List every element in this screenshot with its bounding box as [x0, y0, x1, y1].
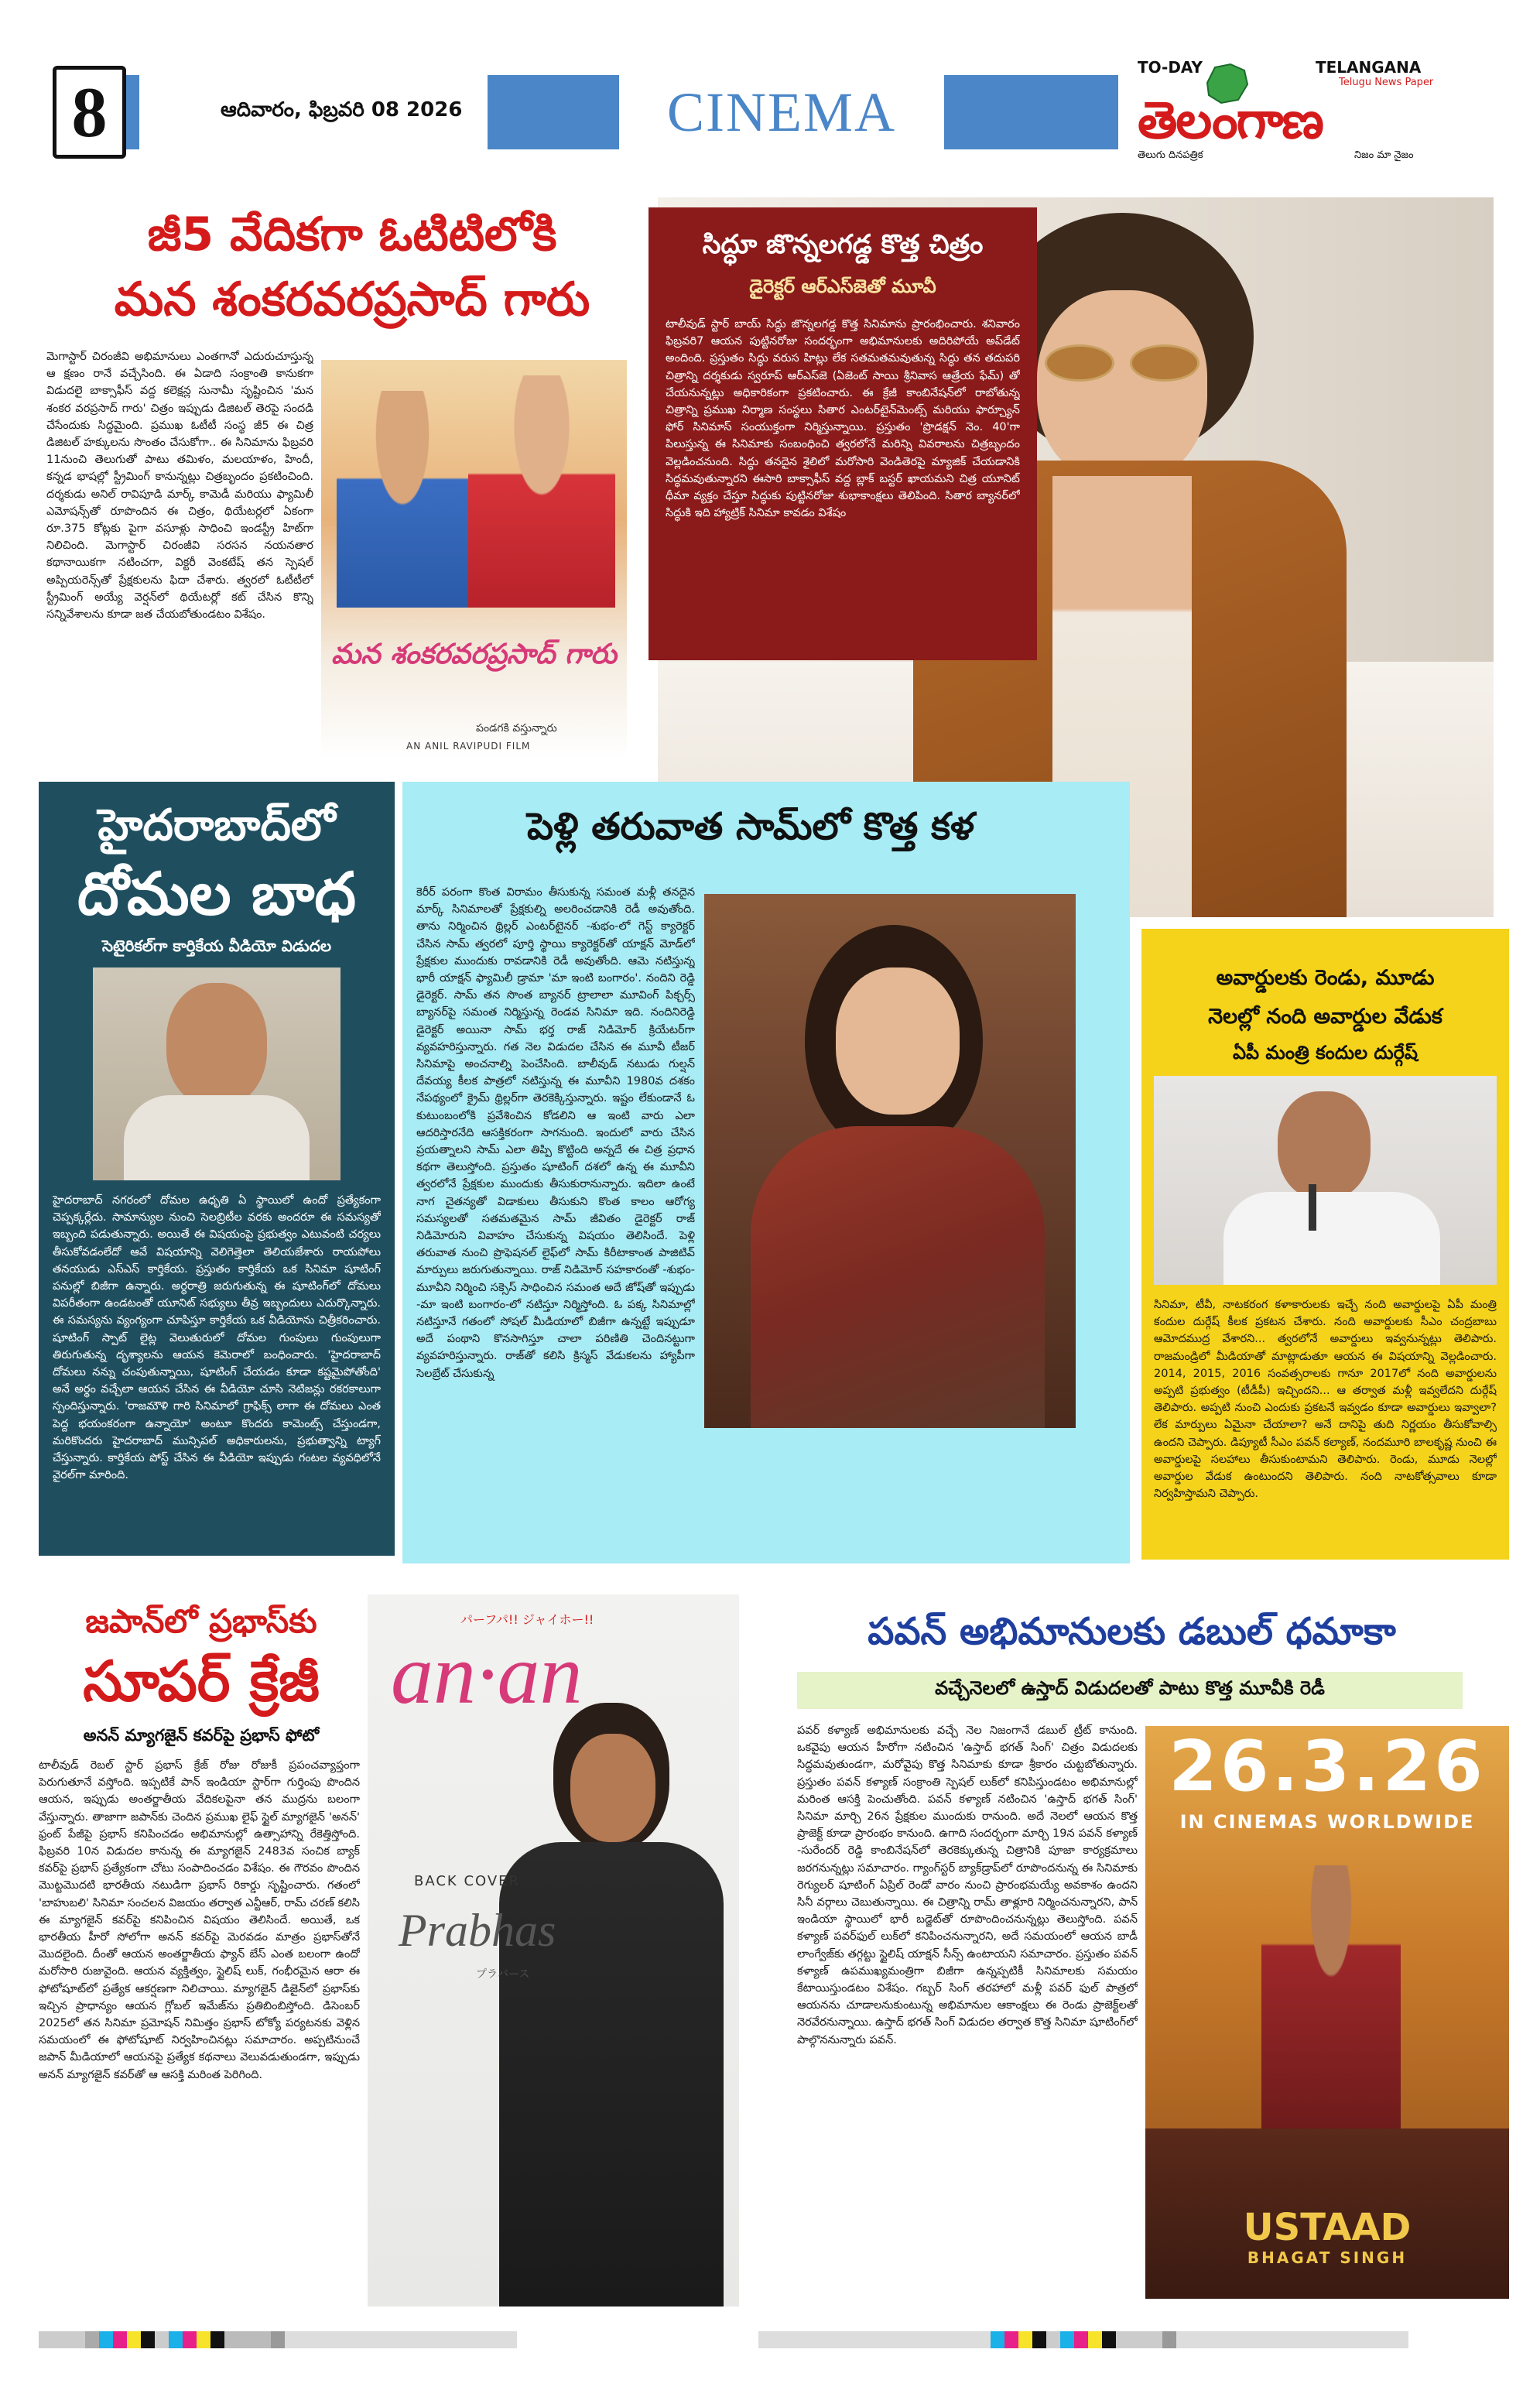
- registration-bar-right: [758, 2331, 1408, 2348]
- section-panel: [619, 75, 944, 149]
- headline: సిద్ధూ జొన్నలగడ్డ కొత్త చిత్రం: [702, 229, 984, 260]
- karthikeya-photo: [93, 967, 341, 1180]
- article-prabhas-japan: [39, 1594, 743, 2314]
- poster-tagline: IN CINEMAS WORLDWIDE: [1179, 1811, 1475, 1833]
- subhead: సెటైరికల్‌గా కార్తికేయ వీడియో విడుదల: [101, 937, 332, 955]
- magazine-back-label: BACK COVER: [414, 1873, 521, 1889]
- headline-line1: జపాన్‌లో ప్రభాస్‌కు: [85, 1602, 317, 1640]
- subhead: ఏపీ మంత్రి కందుల దుర్గేష్: [1232, 1042, 1419, 1063]
- subhead: వచ్చేనెలలో ఉస్తాద్ విడుదలతో పాటు కొత్త మూవీకి రెడీ: [935, 1677, 1325, 1699]
- article-body: మెగాస్టార్ చిరంజీవి అభిమానులు ఎంతగానో ఎదురుచూస్తున్న ఆ క్షణం రానే వచ్చేసింది. ఈ ఏడాది సంక్రాంతి కానుకగా విడుదలై బాక్సాఫీస్ వద్ద కలెక్షన్ల సునామీ సృష్టించిన 'మన శంకర వరప్రసాద్ గారు' చిత్రం ఇప్పుడు డిజిటల్ తెరపై సందడి చేసేందుకు సిద్ధమైంది. ప్రముఖ ఓటీటీ సంస్థ జీ5 ఈ చిత్ర డిజిటల్ హక్కులను సొంతం చేసుకోగా.. ఈ సినిమాను ఫిబ్రవరి 11నుంచి తెలుగుతో పాటు తమిళం, మలయాళం, హిందీ, కన్నడ భాషల్లో స్ట్రీమింగ్ కానున్నట్లు చిత్రబృందం ప్రకటించింది. దర్శకుడు అనిల్ రావిపూడి మార్క్ కామెడీ మరియు ఫ్యామిలీ ఎమోషన్స్‌తో రూపొందిన ఈ చిత్రం, థియేటర్లలో ఏకంగా రూ.375 కోట్లకు పైగా వసూళ్లు సాధించి ఇండస్ట్రీ హిట్‌గా నిలిచింది. మెగాస్టార్ చిరంజీవి సరసన నయనతార కథానాయికగా నటించగా, విక్టరీ వెంకటేష్ తన స్పెషల్ అప్పియరెన్స్‌తో ప్రేక్షకులను ఫిదా చేశారు. త్వరలో ఓటీటీలో స్ట్రీమింగ్ అయ్యే వెర్షన్‌లో థియేటర్లో కట్ చేసిన కొన్ని సన్నివేశాలను కూడా జత చేయబోతుండటం విశేషం.: [46, 351, 313, 622]
- prabhas-face: [570, 1734, 655, 1842]
- sunglasses: [1045, 344, 1199, 383]
- minister-photo: [1154, 1076, 1497, 1285]
- article-body: టాలీవుడ్ రెబల్ స్టార్ ప్రభాస్ క్రేజ్ రోజు రోజుకీ ప్రపంచవ్యాప్తంగా పెరుగుతూనే వస్తోంది. ఇప్పటికే పాన్ ఇండియా స్టార్‌గా గుర్తింపు పొందిన ఆయన, ఇప్పుడు అంతర్జాతీయ వేదికలపైనా తన ముద్రను బలంగా వేస్తున్నారు. తాజాగా జపాన్‌కు చెందిన ప్రముఖ లైఫ్ స్టైల్ మ్యాగజైన్ 'అనన్' ఫ్రంట్ పేజీపై ప్రభాస్ కనిపించడం అభిమానుల్లో ఉత్సాహాన్ని రేకెత్తిస్తోంది. ఫిబ్రవరి 10న విడుదల కానున్న ఈ మ్యాగజైన్ 2483వ సంచిక బ్యాక్ కవర్‌పై ప్రభాస్ ప్రత్యేకంగా చోటు సంపాదించడం విశేషం. ఈ గౌరవం పొందిన మొట్టమొదటి భారతీయ నటుడిగా ప్రభాస్ రికార్డు సృష్టించారు. గతంలో 'బాహుబలి' సినిమా సంచలన విజయం తర్వాత ఎన్టీఆర్, రామ్ చరణ్ కలిసి ఈ మ్యాగజైన్ కవర్‌పై కనిపించిన విషయం తెలిసిందే. అయితే, ఒక భారతీయ హీరో సోలోగా అనన్ కవర్‌పై మెరవడం మాత్రం ప్రభాస్‌తోనే మొదలైంది. దీంతో ఆయన అంతర్జాతీయ ఫ్యాన్ బేస్ ఎంత బలంగా ఉందో మరోసారి రుజువైంది. ఆయన వ్యక్తిత్వం, స్టైలిష్ లుక్, గంభీరమైన ఆరా ఈ ఫోటోషూట్‌లో ప్రత్యేక ఆకర్షణగా నిలిచాయి. మ్యాగజైన్ డిజైన్‌లో ప్రభాస్‌కు ఇచ్చిన ప్రాధాన్యం ఆయన గ్లోబల్ ఇమేజ్‌ను ప్రతిబింబిస్తోంది. డిసెంబర్ 2025లో తన సినిమా ప్రమోషన్ నిమిత్తం ప్రభాస్ టోక్యో పర్యటనకు వెళ్లిన సమయంలో ఈ ఫోటోషూట్ నిర్వహించినట్లు సమాచారం. అప్పటినుంచే జపాన్ మీడియాలో ఆయనపై ప్రత్యేక కథనాలు వెలువడుతుండగా, ఇప్పుడు అనన్ మ్యాగజైన్ కవర్‌తో ఆ ఆసక్తి మరింత పెరిగింది.: [39, 1759, 360, 2081]
- article-shankaravaraprasad: [46, 186, 658, 774]
- headline-line2: మన శంకరవరప్రసాద్ గారు: [114, 272, 590, 327]
- magazine-title: an·an: [391, 1627, 583, 1721]
- ustaad-poster: [1145, 1726, 1509, 2299]
- actor-head: [166, 983, 267, 1107]
- actor-face: [1037, 290, 1207, 484]
- poster-title: USTAAD: [1243, 2206, 1412, 2249]
- logo-telangana: TELANGANA: [1316, 58, 1422, 77]
- poster-subtitle: BHAGAT SINGH: [1247, 2248, 1408, 2267]
- issue-date: ఆదివారం, ఫిబ్రవరి 08 2026: [221, 98, 463, 122]
- magazine-name: Prabhas: [399, 1905, 556, 1956]
- actor-figure-right: [468, 375, 615, 608]
- headline-line2: సూపర్ క్రేజీ: [83, 1649, 320, 1714]
- poster-title: మన శంకరవరప్రసాద్ గారు: [331, 639, 617, 670]
- actress-face: [836, 967, 960, 1115]
- actress-saree: [751, 1126, 1045, 1428]
- actor-figure-left: [337, 391, 468, 608]
- logo-tag-left: తెలుగు దినపత్రిక: [1138, 149, 1203, 161]
- article-body: హైదరాబాద్ నగరంలో దోమల ఉధృతి ఏ స్థాయిలో ఉందో ప్రత్యేకంగా చెప్పక్కర్లేదు. సామాన్యుల నుంచి సెలబ్రిటీల వరకు అందరూ ఈ సమస్యతో ఇబ్బంది పడుతున్నారు. అయితే ఈ విషయంపై ప్రభుత్వం ఎటువంటి చర్యలు తీసుకోవడంలేదో ఆవే విషయాన్ని వెలిగెత్తెలా తెలియజేశారు రాయపోలు తనయుడు ఎస్‌ఎస్ కార్తికేయ. ప్రస్తుతం కార్తికేయ ఒక సినిమా షూటింగ్ పనుల్లో బిజీగా ఉన్నారు. అర్ధరాత్రి జరుగుతున్న ఈ షూటింగ్‌లో దోమలు విపరీతంగా ఉండటంతో యూనిట్ సభ్యులు తీవ్ర ఇబ్బందులు ఎదుర్కొన్నారు. ఈ సమస్యను వ్యంగ్యంగా చూపిస్తూ కార్తికేయ ఒక వీడియోను చిత్రీకరించారు. షూటింగ్ స్పాట్ లైట్ల వెలుతురులో దోమల గుంపులు గుంపులుగా తిరుగుతున్న దృశ్యాలను ఆయన కెమెరాలో బంధించారు. 'హైదరాబాద్ దోమలు నన్ను చంపుతున్నాయి, షూటింగ్ చేయడం కూడా కష్టమైపోతోంది' అనే అర్థం వచ్చేలా ఆయన చేసిన ఈ వీడియో చూసి నెటిజన్లు రకరకాలుగా స్పందిస్తున్నారు. 'రాజమౌళి గారి సినిమాలో గ్రాఫిక్స్ లాగా ఈ దోమలు ఎంత పెద్ద భయంకరంగా ఉన్నాయో' అంటూ కొందరు కామెంట్స్ చేస్తుండగా, మరికొందరు హైదరాబాద్ మున్సిపల్ అధికారులను, ప్రభుత్వాన్ని ట్యాగ్ చేస్తున్నారు. కార్తికేయ పోస్ట్ చేసిన ఈ వీడియో ఇప్పుడు గంటల వ్యవధిలోనే వైరల్‌గా మారింది.: [53, 1194, 381, 1482]
- pawan-figure: [1261, 1865, 1401, 2144]
- headline-line2: నెలల్లో నంది అవార్డుల వేడుక: [1208, 1005, 1442, 1029]
- article-pawan-kalyan: [755, 1594, 1509, 2314]
- subhead: డైరెక్టర్ ఆర్ఎస్‌జెతో మూవీ: [749, 276, 936, 297]
- magazine-top-text: パーフパ!! ジャイホー!!: [460, 1612, 594, 1627]
- headline-line1: హైదరాబాద్‌లో: [98, 800, 336, 851]
- logo-tag-right: నిజం మా నైజం: [1354, 149, 1414, 161]
- logo-name: తెలంగాణ: [1138, 91, 1323, 150]
- article-body: సినిమా, టీవీ, నాటకరంగ కళాకారులకు ఇచ్చే నంది అవార్డులపై ఏపీ మంత్రి కందుల దుర్గేష్ కీలక ప్రకటన చేశారు. నంది అవార్డులకు సీఎం చంద్రబాబు ఆమోదముద్ర వేశారని... త్వరలోనే అవార్డులు ఇవ్వనున్నట్లు తెలిపారు. రాజమండ్రిలో మీడియాతో మాట్లాడుతూ ఆయన ఈ విషయాన్ని వెల్లడించారు. 2014, 2015, 2016 సంవత్సరాలకు గానూ 2017లో నంది అవార్డులను అప్పటి ప్రభుత్వం (టీడీపీ) ఇచ్చిందని... ఆ తర్వాత మళ్లీ ఇవ్వలేదని దుర్గేష్ తెలిపారు. అప్పటి నుంచి ఎందుకు ప్రకటనే ఇవ్వడం కూడా అవార్డులు ఇవ్వాలా? లేక మార్పులు ఏమైనా చేయాలా? అనే దానిపై తుది నిర్ణయం తీసుకోవాల్సి ఉందని చెప్పారు. డిప్యూటీ సీఎం పవన్ కల్యాణ్, నందమూరి బాలకృష్ణ నుంచి ఈ అవార్డులపై సలహాలు తీసుకుంటామని తెలిపారు. రెండు, మూడు నెలల్లో అవార్డుల వేడుక ఉంటుందని తెలిపారు. నంది నాటకోత్సవాలు కూడా నిర్వహిస్తామని చెప్పారు.: [1154, 1299, 1497, 1501]
- article-nandi-awards: [1141, 929, 1509, 1560]
- subhead-banner: [797, 1672, 1463, 1709]
- article-mosquitoes: [39, 782, 395, 1556]
- microphone: [1309, 1184, 1316, 1231]
- poster-date: 26.3.26: [1169, 1726, 1486, 1807]
- samantha-photo: [704, 894, 1076, 1428]
- date-panel: [139, 75, 488, 149]
- logo-subtitle: Telugu News Paper: [1339, 77, 1434, 88]
- subhead: అనన్ మ్యాగజైన్ కవర్‌పై ప్రభాస్ ఫోటో: [83, 1726, 320, 1745]
- registration-bar-left: [39, 2331, 517, 2348]
- poster-credit: AN ANIL RAVIPUDI FILM: [406, 741, 531, 752]
- magazine-katakana: プラバース: [476, 1968, 530, 1981]
- article-body: పవర్ కళ్యాణ్ అభిమానులకు వచ్చే నెల నిజంగానే డబుల్ ట్రీట్ కానుంది. ఒకవైపు ఆయన హీరోగా నటించిన 'ఉస్తాద్ భగత్ సింగ్' చిత్రం విడుదలకు సిద్ధమవుతుండగా, మరోవైపు కొత్త సినిమాకు కూడా శ్రీకారం చుట్టబోతున్నారు. ప్రస్తుతం పవన్ కళ్యాణ్ సంక్రాంతి స్పెషల్ లుక్‌లో కనిపిస్తుండటం అభిమానుల్లో మరింత ఆసక్తి పెంచుతోంది. పవన్ కళ్యాణ్ నటించిన 'ఉస్తాద్ భగత్ సింగ్' సినిమా మార్చి 26న ప్రేక్షకుల ముందుకు రానుంది. అదే నెలలో ఆయన కొత్త ప్రాజెక్ట్ కూడా ప్రారంభం కానుంది. ఉగాది సందర్భంగా మార్చి 19న పవన్ కళ్యాణ్ -సురేందర్ రెడ్డి కాంబినేషన్‌లో తెరకెక్కుతున్న చిత్రానికి పూజా కార్యక్రమాలు జరగనున్నట్లు సమాచారం. గ్యాంగ్‌స్టర్ బ్యాక్‌డ్రాప్‌లో రూపొందనున్న ఈ సినిమాకు రెగ్యులర్ షూటింగ్ ఏప్రిల్ రెండో వారం నుంచి ప్రారంభమయ్యే అవకాశం ఉందని సినీ వర్గాలు చెబుతున్నాయి. ఈ చిత్రాన్ని రామ్ తాళ్లూరి నిర్మించనున్నారని, పాన్ ఇండియా స్థాయిలో భారీ బడ్జెట్‌తో రూపొందించనున్నట్లు తెలుస్తోంది. పవన్ కళ్యాణ్ పవర్‌ఫుల్ లుక్‌లో కనిపించనున్నారని, అదే సమయంలో ఆయన బాడీ లాంగ్వేజ్‌కు తగ్గట్టు స్టైలిష్ యాక్షన్ సీన్స్ ఉంటాయని సమాచారం. ప్రస్తుతం పవన్ కళ్యాణ్ ఉపముఖ్యమంత్రిగా బిజీగా ఉన్నప్పటికీ సినిమాలకు సమయం కేటాయిస్తుండటం విశేషం. గబ్బర్ సింగ్ తరహాలో మళ్లీ పవర్ ఫుల్ పాత్రలో ఆయనను చూడాలనుకుంటున్న అభిమానుల ఆకాంక్షలు ఈ రెండు ప్రాజెక్ట్‌లతో నెరవేరనున్నాయి. ఉస్తాద్ భగత్ సింగ్ విడుదల తర్వాత కొత్త సినిమా షూటింగ్‌లో పాల్గొననున్నారు పవన్.: [797, 1724, 1138, 2046]
- article-siddhu: [649, 207, 1037, 660]
- page-number: 8: [71, 73, 108, 152]
- minister-shirt: [1223, 1192, 1440, 1285]
- page-header: [46, 58, 1463, 161]
- article-body: కెరీర్ పరంగా కొంత విరామం తీసుకున్న సమంత మళ్లీ తనదైన మార్క్ సినిమాలతో ప్రేక్షకుల్ని అలరించడానికి రెడీ అవుతోంది. తాను నిర్మించిన థ్రిల్లర్ ఎంటర్‌టైనర్ -శుభం-లో గెస్ట్ క్యారెక్టర్ చేసిన సామ్ త్వరలో పూర్తి స్థాయి క్యారెక్టర్‌తో యాక్షన్ మోడ్‌లో ప్రేక్షకుల ముందుకు రావడానికి రెడీ అవుతోంది. ఆమె నటిస్తున్న భారీ యాక్షన్ ఫ్యామిలీ డ్రామా 'మా ఇంటి బంగారం'. నందిని రెడ్డి డైరెక్టర్. సామ్ తన సొంత బ్యానర్ ట్రాలాలా మూవింగ్ పిక్చర్స్ బ్యానర్‌పై సమంత నిర్మిస్తున్న రెండవ సినిమా ఇది. నందినిరెడ్డి డైరెక్టర్ అయినా సామ్ భర్త రాజ్ నిడిమోర్ క్రియేటర్‌గా వ్యవహరిస్తున్నారు. గత నెల విడుదల చేసిన ఈ మూవీ టీజర్ సినిమాపై అంచనాల్ని పెంచేసింది. బాలీవుడ్ నటుడు గుల్షన్ దేవయ్య కీలక పాత్రలో నటిస్తున్న ఈ మూవీని 1980వ దశకం నేపథ్యంలో క్రైమ్ థ్రిల్లర్‌గా తెరకెక్కిస్తున్నారు. ఇష్టం లేకుండానే ఓ కుటుంబంలోకి ప్రవేశించిన కోడలిని ఆ ఇంటి వారు ఎలా ఆదరిస్తారనేది ఆసక్తికరంగా సాగనుంది. ఇందులో వారు చేసిన ప్రయత్నాలని సామ్ ఎలా తిప్పి కొట్టింది అన్నదే ఈ చిత్ర ప్రధాన కథగా తెలుస్తోంది. ప్రస్తుతం షూటింగ్ దశలో ఉన్న ఈ మూవీని త్వరలోనే ప్రేక్షకుల ముందుకు తీసుకురానున్నారు. ఇదిలా ఉంటే నాగ చైతన్యతో విడాకులు తీసుకుని కొంత కాలం ఆరోగ్య సమస్యలతో సతమతమైన సామ్ జీవితం డైరెక్టర్ రాజ్ నిడిమోరుని వివాహం చేసుకున్న విషయం తెలిసిందే. పెళ్లి తరువాత నుంచి ప్రొఫెషనల్ లైఫ్‌లో సామ్‌ కిరీటాకాంత పాజిటివ్ మార్పులు జరుగుతున్నాయి. రాజ్ నిడిమోర్ సహకారంతో -శుభం- మూవీని నిర్మించి సక్సెస్ సాధించిన సమంత అదే జోష్‌తో ఇప్పుడు -మా ఇంటి బంగారం-లో నటిస్తూ నిర్మిస్తోంది. ఓ పక్క సినిమాల్లో నటిస్తూనే గతంలో సోషల్ మీడియాలో బిజీగా ఉన్నట్టే ఇప్పుడూ అదే పంథాని కొనసాగిస్తూ చాలా పరిణితి చెందినట్టుగా వ్యవహరిస్తున్నారు. రాజ్‌తో కలిసి క్రిస్మస్ వేడుకలను హ్యాపీగా సెలబ్రేట్ చేసుకున్న: [416, 886, 695, 1380]
- article-body: టాలీవుడ్ స్టార్ బాయ్ సిద్ధు జొన్నలగడ్డ కొత్త సినిమాను ప్రారంభించారు. శనివారం ఫిబ్రవరి7 ఆయన పుట్టినరోజు సందర్భంగా అభిమానులకు అదిరిపోయే అప్‌డేట్ అందింది. ప్రస్తుతం సిద్ధు వరుస హిట్లు లేక సతమతమవుతున్న సిద్ధు తన తదుపరి చిత్రాన్ని దర్శకుడు స్వరూప్ ఆర్ఎస్‌జె (ఏజెంట్ సాయి శ్రీనివాస ఆత్రేయ ఫేమ్) తో చేయనున్నట్లు అధికారికంగా ప్రకటించారు. ఈ క్రేజీ కాంబినేషన్‌లో రాబోతున్న చిత్రాన్ని ప్రముఖ నిర్మాణ సంస్థలు సితార ఎంటర్‌టైన్‌మెంట్స్ మరియు ఫార్చ్యూన్ ఫోర్ సినిమాస్ సంయుక్తంగా నిర్మిస్తున్నాయి. ప్రస్తుతం 'ప్రొడక్షన్ నెం. 40'గా పిలుస్తున్న ఈ సినిమాకు సంబంధించి త్వరలోనే మరిన్ని వివరాలను చిత్రబృందం వెల్లడించనుంది. సిద్ధు తనదైన శైలిలో మరోసారి వెండితెరపై మ్యాజిక్ చేయడానికి సిద్ధమవుతున్నారని ఈసారి బాక్సాఫీస్ వద్ద బ్లాక్ బస్టర్ ఖాయమని చిత్ర యూనిట్ ధీమా వ్యక్తం చేస్తూ సిద్ధుకు పుట్టినరోజు శుభాకాంక్షలు తెలిపింది. సితార బ్యానర్‌లో సిద్ధుకి ఇది హ్యాట్రిక్ సినిమా కావడం విశేషం: [666, 318, 1020, 520]
- headline-line1: అవార్డులకు రెండు, మూడు: [1216, 966, 1435, 990]
- actor-shirt: [124, 1095, 310, 1180]
- headline: పవన్ అభిమానులకు డబుల్ ధమాకా: [868, 1610, 1396, 1653]
- section-title: CINEMA: [667, 80, 896, 143]
- logo-today: TO-DAY: [1138, 58, 1203, 77]
- headline-line2: దోమల బాధ: [77, 859, 357, 928]
- masthead-logo: [1122, 58, 1463, 166]
- headline: పెళ్లి తరువాత సామ్‌లో కొత్త కళ: [526, 805, 975, 848]
- page-number-box: [53, 66, 126, 159]
- headline-line1: జీ5 వేదికగా ఓటిటిలోకి: [147, 207, 557, 262]
- movie-poster: [321, 360, 627, 759]
- poster-tag: పండగకి వస్తున్నారు: [476, 722, 557, 735]
- minister-head: [1278, 1091, 1371, 1200]
- article-samantha: [402, 782, 1130, 1563]
- anan-magazine-cover: [368, 1594, 739, 2307]
